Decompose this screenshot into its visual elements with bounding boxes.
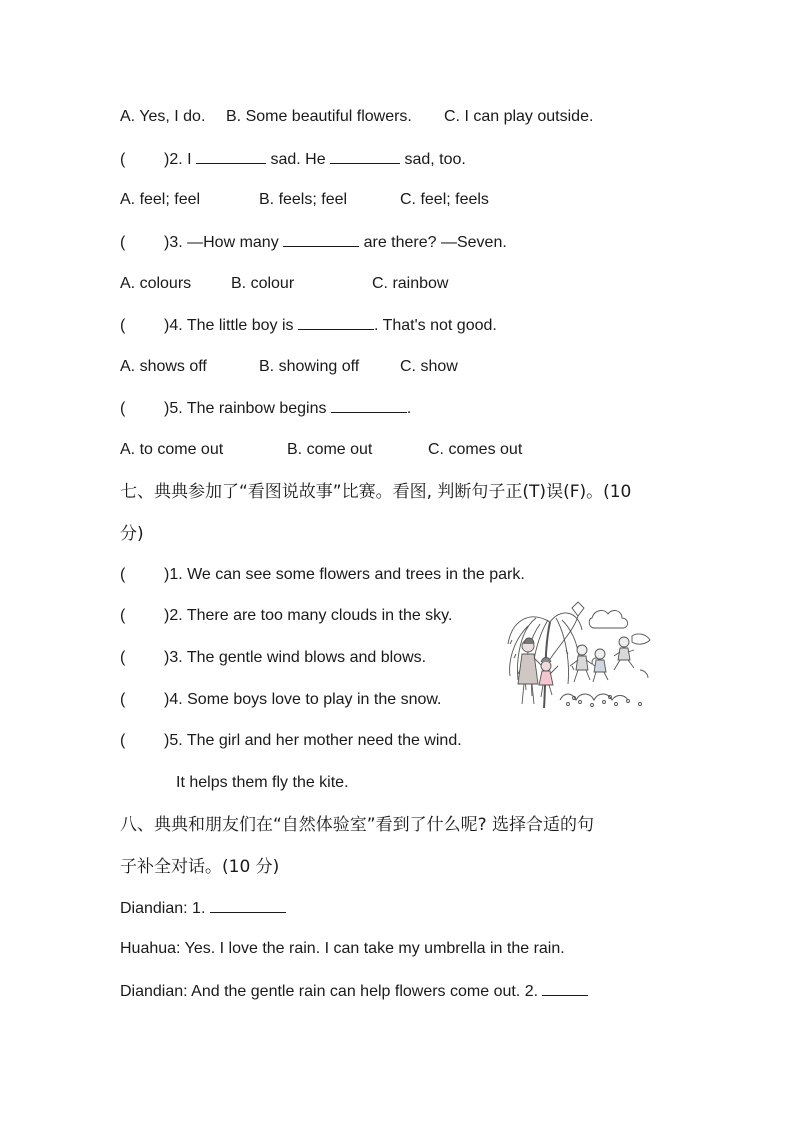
q7-item-4: [120, 689, 441, 711]
question-text-end: are there? —Seven.: [359, 234, 507, 251]
answer-blank[interactable]: [542, 980, 588, 996]
option-c: C. feel; feels: [400, 191, 489, 208]
option-c: C. rainbow: [372, 275, 449, 292]
answer-blank[interactable]: [283, 231, 359, 247]
item-text: )3. The gentle wind blows and blows.: [164, 649, 427, 666]
answer-paren[interactable]: (: [120, 691, 126, 708]
option-b: B. Some beautiful flowers.: [226, 108, 412, 125]
answer-blank[interactable]: [298, 314, 374, 330]
question-text-end: . That's not good.: [373, 317, 497, 334]
section-8-heading-cont: 子补全对话。(10 分): [120, 857, 280, 877]
answer-paren[interactable]: (: [120, 317, 126, 334]
option-a: A. feel; feel: [120, 191, 201, 208]
question-text: )2. I: [164, 151, 197, 168]
answer-paren[interactable]: (: [120, 400, 126, 417]
answer-paren[interactable]: (: [120, 151, 126, 168]
section-7-heading: 七、典典参加了“看图说故事”比赛。看图, 判断句子正(T)误(F)。(10: [120, 482, 632, 502]
option-b: B. showing off: [259, 358, 360, 375]
answer-blank[interactable]: [330, 148, 400, 164]
section-8-heading: 八、典典和朋友们在“自然体验室”看到了什么呢? 选择合适的句: [120, 815, 595, 835]
dialogue-line-3: [120, 980, 588, 1003]
option-a: A. shows off: [120, 358, 207, 375]
item-text: )4. Some boys love to play in the snow.: [164, 691, 442, 708]
option-b: B. feels; feel: [259, 191, 348, 208]
answer-paren[interactable]: (: [120, 732, 126, 749]
option-c: C. I can play outside.: [444, 108, 594, 125]
answer-paren[interactable]: (: [120, 566, 126, 583]
question-text: )5. The rainbow begins: [164, 400, 331, 417]
option-b: B. come out: [287, 441, 373, 458]
q7-item-5-cont: It helps them fly the kite.: [176, 774, 349, 791]
option-b: B. colour: [231, 275, 295, 292]
question-text-mid: sad. He: [266, 151, 331, 168]
answer-paren[interactable]: (: [120, 649, 126, 666]
q6-3-question: [120, 231, 507, 254]
question-text-end: .: [406, 400, 412, 417]
answer-paren[interactable]: (: [120, 607, 126, 624]
answer-blank[interactable]: [196, 148, 266, 164]
answer-blank[interactable]: [331, 397, 407, 413]
option-c: C. show: [400, 358, 458, 375]
option-c: C. comes out: [428, 441, 523, 458]
dialogue-text: Diandian: And the gentle rain can help flowers come out. 2.: [120, 983, 543, 1000]
q7-item-2: [120, 605, 452, 627]
item-text: )2. There are too many clouds in the sky.: [164, 607, 453, 624]
answer-paren[interactable]: (: [120, 234, 126, 251]
q7-item-3: [120, 647, 426, 669]
answer-blank[interactable]: [210, 897, 286, 913]
dialogue-line-2: Huahua: Yes. I love the rain. I can take my umbrella in the rain.: [120, 940, 565, 957]
option-a: A. Yes, I do.: [120, 108, 206, 125]
item-text: )1. We can see some flowers and trees in the park.: [164, 566, 525, 583]
question-text: )3. —How many: [164, 234, 284, 251]
section-7-heading-cont: 分): [120, 524, 144, 544]
q6-2-question: [120, 148, 466, 171]
q7-item-5: [120, 730, 462, 752]
question-text: )4. The little boy is: [164, 317, 298, 334]
question-text-end: sad, too.: [400, 151, 466, 168]
park-scene-illustration: [500, 600, 660, 712]
option-a: A. to come out: [120, 441, 224, 458]
dialogue-text: Diandian: 1.: [120, 900, 210, 917]
q6-4-question: [120, 314, 497, 337]
q7-item-1: [120, 564, 525, 586]
q6-5-question: [120, 397, 411, 420]
option-a: A. colours: [120, 275, 192, 292]
dialogue-line-1: [120, 897, 286, 920]
item-text: )5. The girl and her mother need the wind.: [164, 732, 462, 749]
